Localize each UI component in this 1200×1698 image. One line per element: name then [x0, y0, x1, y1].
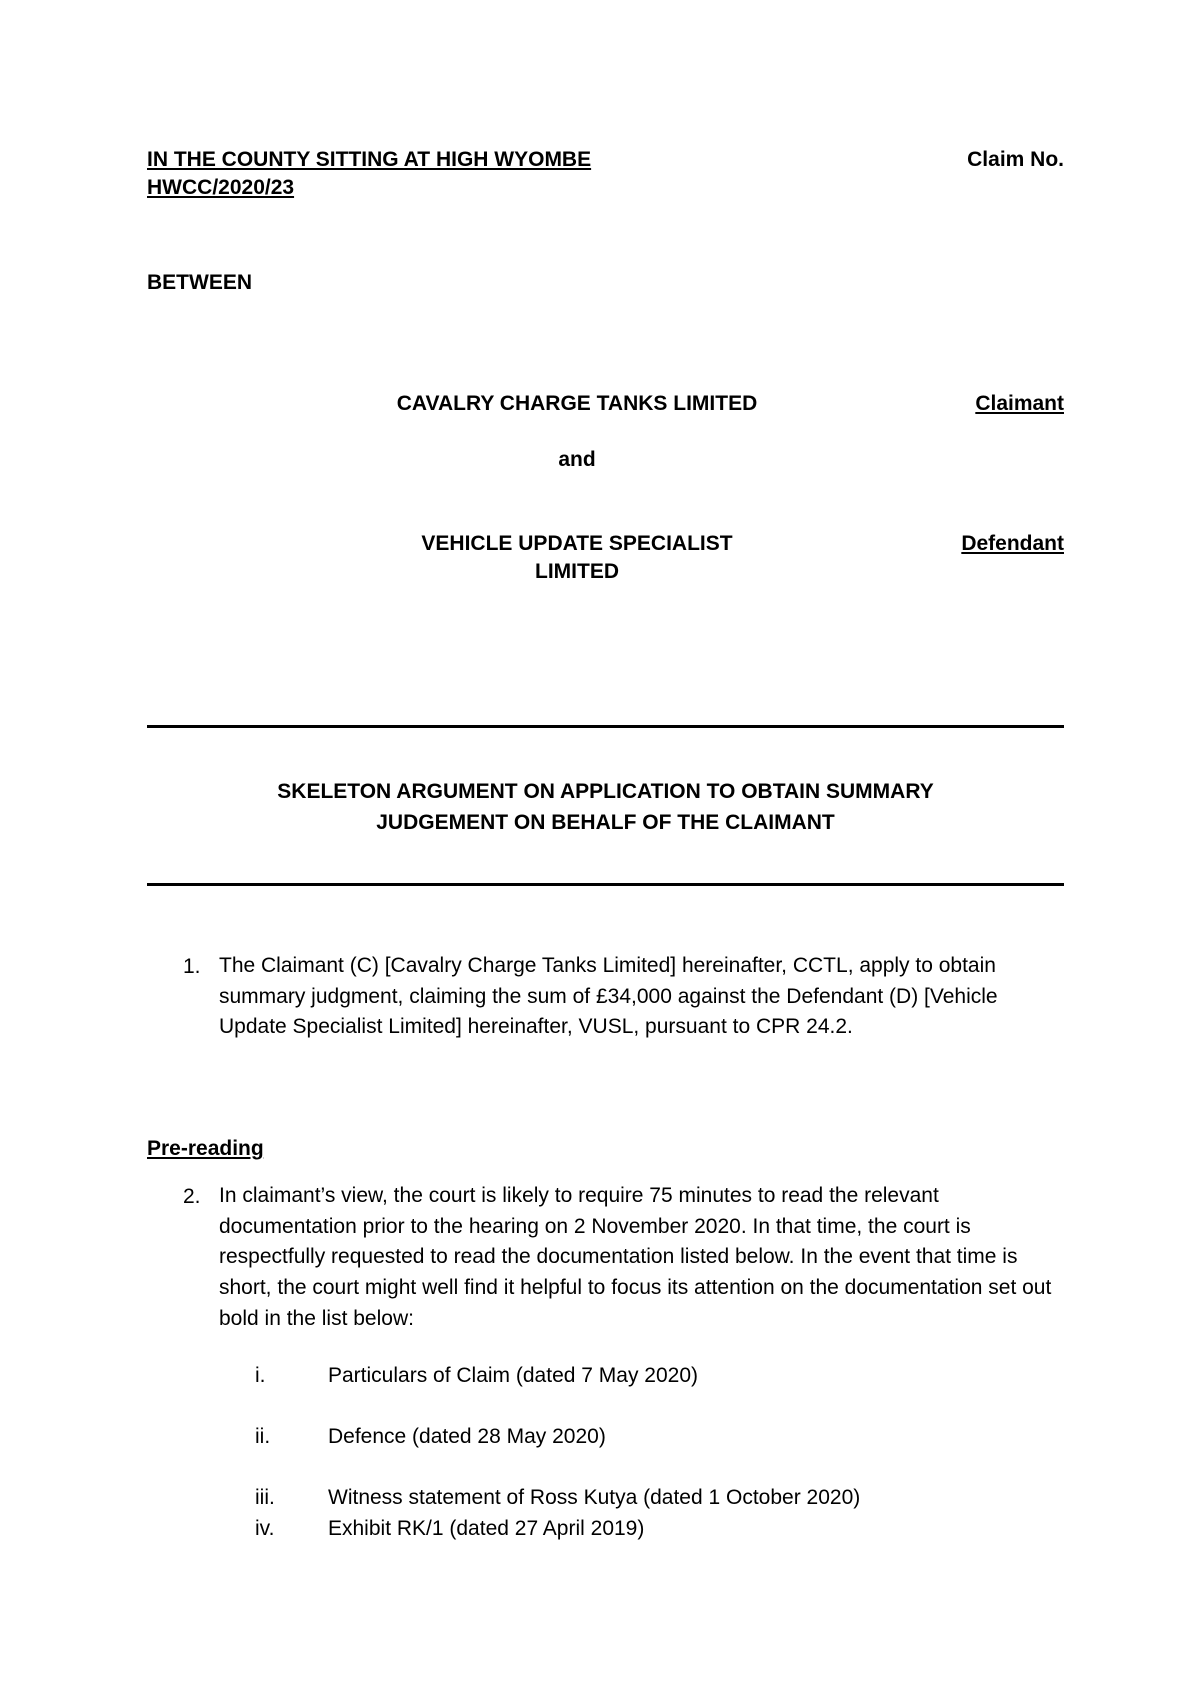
top-divider	[147, 725, 1064, 728]
and-conjunction: and	[558, 448, 596, 471]
defendant-name-line2: LIMITED	[535, 560, 619, 583]
bottom-divider	[147, 883, 1064, 886]
between-label: BETWEEN	[147, 271, 252, 294]
list-item-text: Particulars of Claim (dated 7 May 2020)	[328, 1364, 698, 1387]
list-item-number: ii.	[255, 1425, 271, 1448]
list-item-number: iii.	[255, 1486, 275, 1509]
paragraph-text: The Claimant (C) [Cavalry Charge Tanks Limited] hereinafter, CCTL, apply to obtain summary judgment, claiming the sum of £34,000 against the Defendant (D) [Vehicle Update Specialist Limited] hereinafter, VUSL, pursuant to CPR 24.2.	[219, 954, 998, 1039]
list-item-text: Defence (dated 28 May 2020)	[328, 1425, 606, 1448]
document-title	[147, 776, 1064, 838]
defendant-name-line1: VEHICLE UPDATE SPECIALIST	[421, 532, 733, 555]
claim-number-label: Claim No.	[967, 148, 1064, 171]
list-item-text: Exhibit RK/1 (dated 27 April 2019)	[328, 1517, 645, 1540]
claimant-role: Claimant	[975, 392, 1064, 415]
list-item-number: iv.	[255, 1517, 275, 1540]
paragraph-number: 1.	[183, 955, 201, 978]
claim-number: HWCC/2020/23	[147, 176, 295, 199]
section-heading-pre-reading: Pre-reading	[147, 1137, 264, 1160]
document-title-line2: JUDGEMENT ON BEHALF OF THE CLAIMANT	[376, 811, 835, 834]
list-item-text: Witness statement of Ross Kutya (dated 1 October 2020)	[328, 1486, 861, 1509]
claimant-name: CAVALRY CHARGE TANKS LIMITED	[396, 392, 758, 415]
paragraph-text: In claimant’s view, the court is likely to require 75 minutes to read the relevant documentation prior to the hearing on 2 November 2020. In that time, the court is respectfully requested to read the documentation listed below. In the event that time is short, the court might well find it helpful to focus its attention on the documentation set out bold in the list below:	[219, 1184, 1052, 1330]
defendant-role: Defendant	[961, 532, 1064, 555]
paragraph-number: 2.	[183, 1185, 201, 1208]
list-item-number: i.	[255, 1364, 266, 1387]
document-title-line1: SKELETON ARGUMENT ON APPLICATION TO OBTAIN SUMMARY	[277, 780, 934, 803]
court-heading: IN THE COUNTY SITTING AT HIGH WYOMBE	[147, 148, 592, 171]
